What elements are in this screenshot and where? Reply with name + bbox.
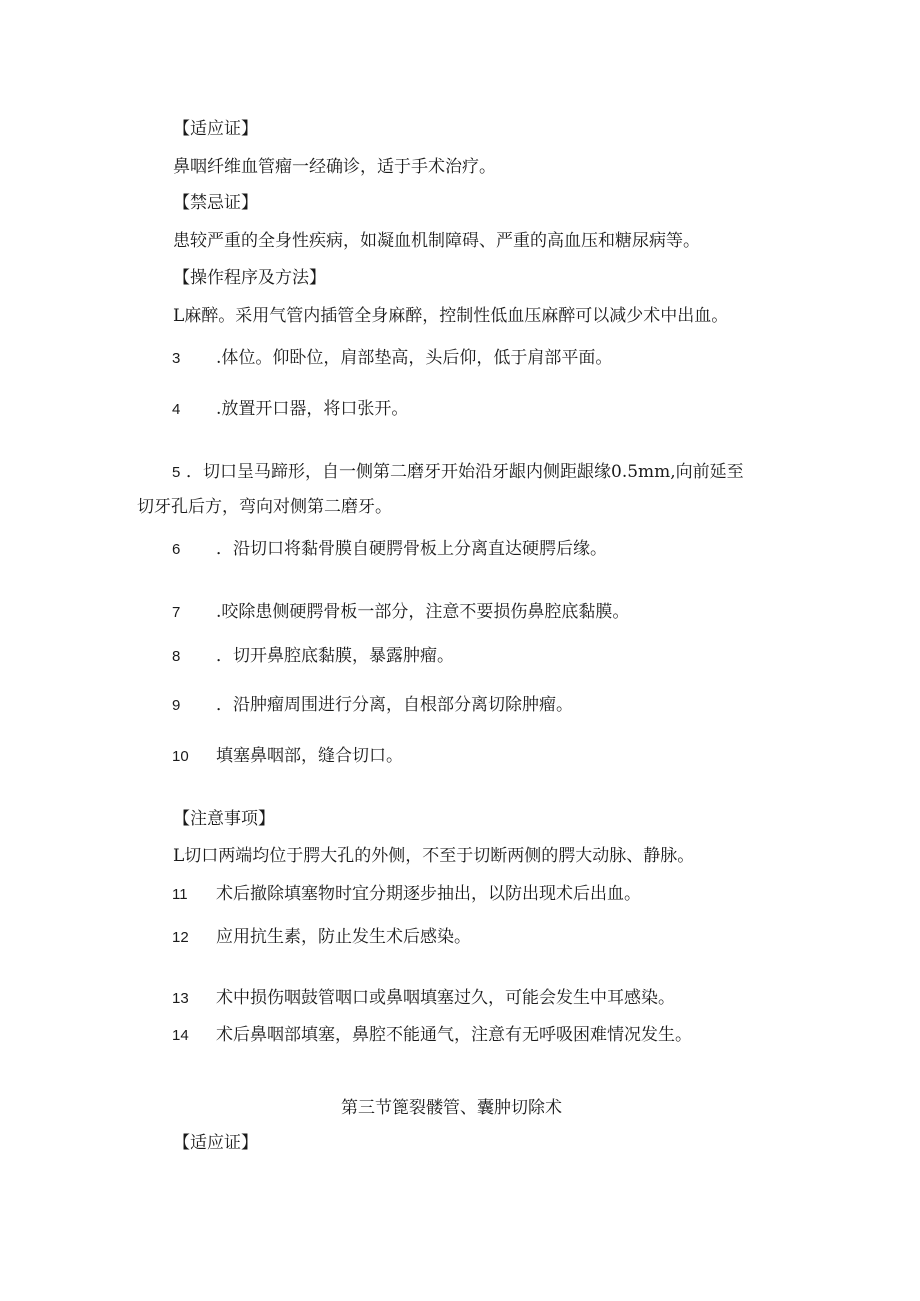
step-text: .体位。仰卧位，肩部垫高，头后仰，低于肩部平面。 [216, 348, 613, 368]
step-text: .放置开口器，将口张开。 [216, 399, 409, 419]
contraindications-heading: 【禁忌证】 [173, 193, 258, 213]
note-text: 术后鼻咽部填塞，鼻腔不能通气，注意有无呼吸困难情况发生。 [216, 1025, 692, 1045]
step-number: 6 [172, 541, 181, 558]
step-text: ．沿切口将黏骨膜自硬腭骨板上分离直达硬腭后缘。 [216, 539, 607, 559]
indications-text: 鼻咽纤维血管瘤一经确诊，适于手术治疗。 [173, 157, 496, 177]
note-text: 术中损伤咽鼓管咽口或鼻咽填塞过久，可能会发生中耳感染。 [216, 988, 675, 1008]
step-number: 9 [172, 697, 181, 714]
indications-heading-2: 【适应证】 [173, 1133, 258, 1153]
step-number: 7 [172, 604, 181, 621]
note-number: 14 [172, 1027, 189, 1044]
note-text: 术后撤除填塞物时宜分期逐步抽出，以防出现术后出血。 [216, 884, 641, 904]
section-title: 第三节篦裂髅管、囊肿切除术 [341, 1098, 562, 1118]
step-number: 4 [172, 401, 181, 418]
contraindications-text: 患较严重的全身性疾病，如凝血机制障碍、严重的高血压和糖尿病等。 [173, 231, 700, 251]
note-number: 12 [172, 929, 189, 946]
step-text: 填塞鼻咽部，缝合切口。 [216, 746, 403, 766]
procedure-heading: 【操作程序及方法】 [173, 268, 326, 288]
step-text: ．切口呈马蹄形，自一侧第二磨牙开始沿牙龈内侧距龈缘0.5mm,向前延至 [186, 462, 744, 482]
step-text: .咬除患侧硬腭骨板一部分，注意不要损伤鼻腔底黏膜。 [216, 602, 630, 622]
step-text: ．切开鼻腔底黏膜，暴露肿瘤。 [216, 646, 454, 666]
step-number: 3 [172, 350, 181, 367]
note-text: 应用抗生素，防止发生术后感染。 [216, 927, 471, 947]
indications-heading: 【适应证】 [173, 119, 258, 139]
step-text-continued: 切牙孔后方，弯向对侧第二磨牙。 [137, 497, 392, 517]
step-number: 10 [172, 748, 189, 765]
notes-heading: 【注意事项】 [173, 809, 275, 829]
notes-item-1: L切口两端均位于腭大孔的外侧，不至于切断两侧的腭大动脉、静脉。 [173, 846, 695, 866]
step-number: 8 [172, 648, 181, 665]
step-number: 5 [172, 464, 181, 481]
note-number: 13 [172, 990, 189, 1007]
procedure-step-1: L麻醉。采用气管内插管全身麻醉，控制性低血压麻醉可以减少术中出血。 [173, 306, 729, 326]
step-text: ．沿肿瘤周围进行分离，自根部分离切除肿瘤。 [216, 695, 573, 715]
note-number: 11 [172, 886, 188, 903]
